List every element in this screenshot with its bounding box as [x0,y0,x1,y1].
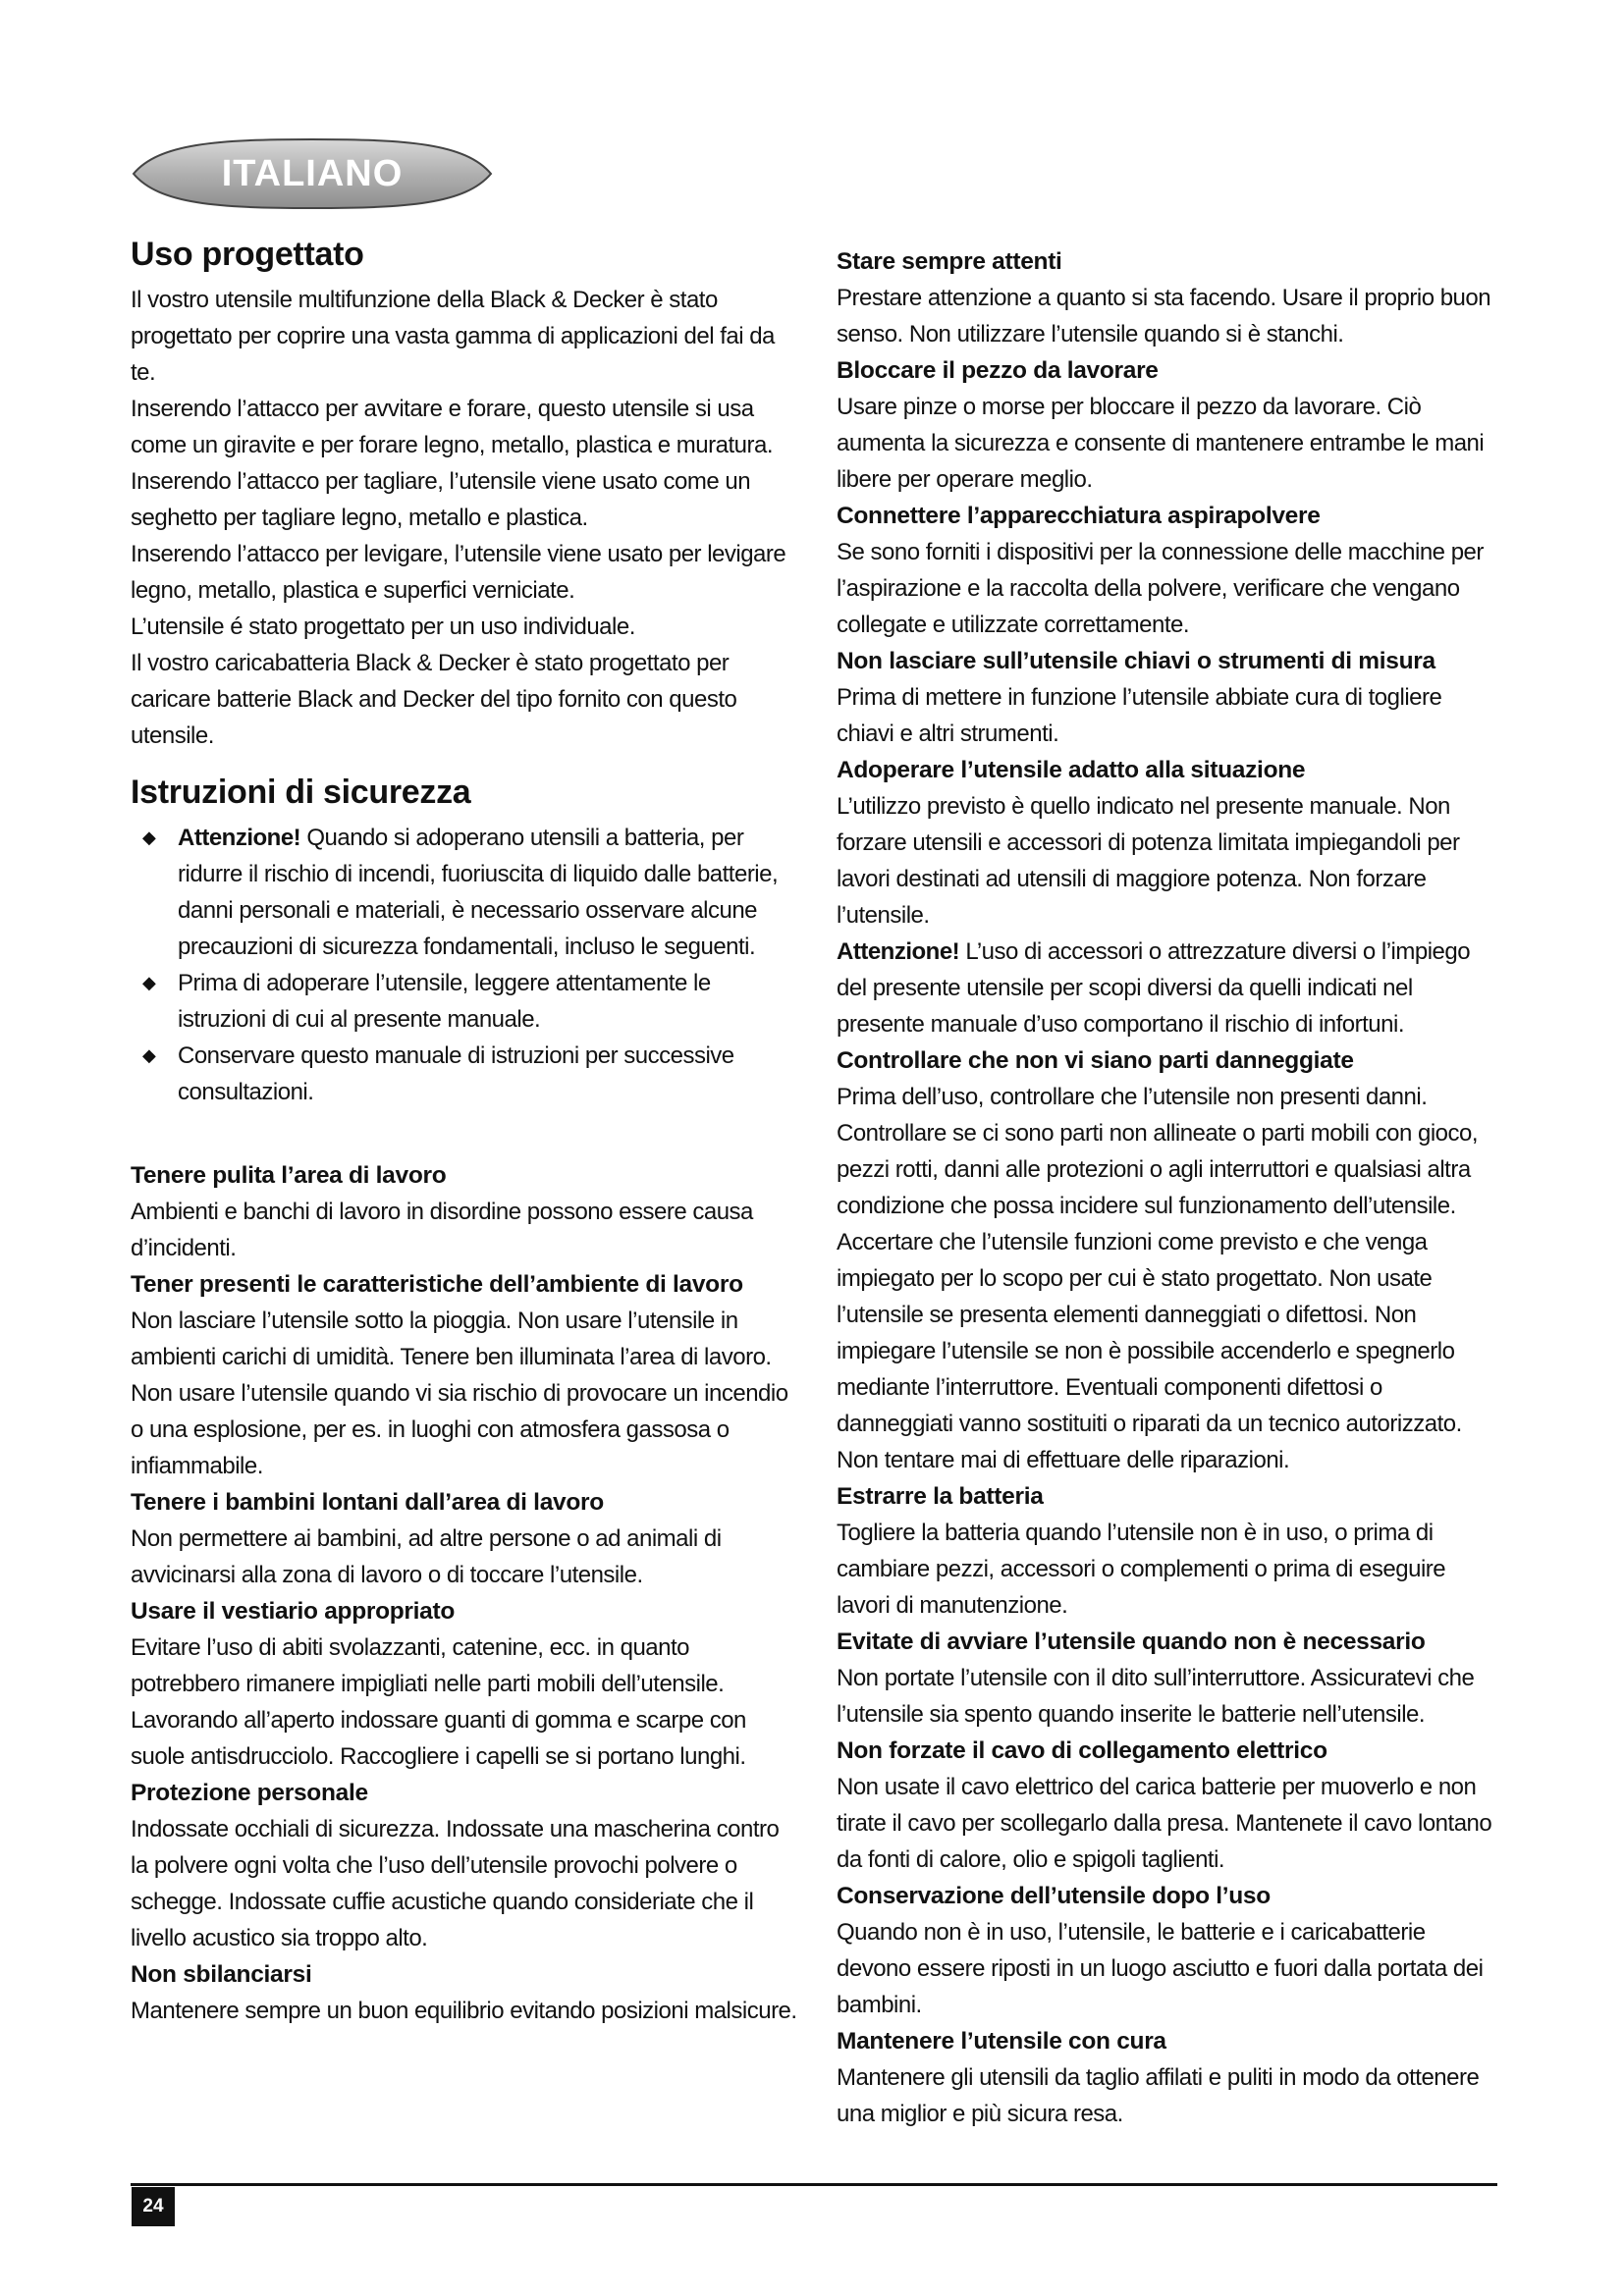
subsection-heading: Adoperare l’utensile adatto alla situazione [837,757,1306,783]
warning-label: Attenzione! [837,938,960,965]
diamond-bullet-icon: ◆ [142,828,156,847]
diamond-bullet-icon: ◆ [142,973,156,992]
warning-text: L’uso di accessori o attrezzature diversi o l’impiego del presente utensile per scopi diversi da quelli indicati nel presente manuale d’uso comportano il rischio di infortuni. [837,938,1471,1038]
subsection-text: Usare pinze o morse per bloccare il pezzo da lavorare. Ciò aumenta la sicurezza e consente di mantenere entrambe le mani libere per operare meglio. [837,394,1485,493]
uso-paragraph: Inserendo l’attacco per tagliare, l’utensile viene usato come un seghetto per tagliare legno, metallo e plastica. [131,468,751,531]
bullet-text: Conservare questo manuale di istruzioni per successive consultazioni. [178,1042,734,1105]
safety-bullet [131,965,798,1038]
uso-paragraph: L’utensile é stato progettato per un uso individuale. [131,614,635,640]
subsection-text: Indossate occhiali di sicurezza. Indossate una mascherina contro la polvere ogni volta che l’uso dell’utensile provochi polvere o schegge. Indossate cuffie acustiche quando consideriate che il livello acustico sia troppo alto. [131,1816,780,1951]
subsection-heading: Conservazione dell’utensile dopo l’uso [837,1883,1271,1909]
section-title-istruzioni: Istruzioni di sicurezza [131,774,471,811]
subsection-heading: Mantenere l’utensile con cura [837,2028,1166,2055]
subsection-heading: Non sbilanciarsi [131,1961,312,1988]
subsection-text: Non permettere ai bambini, ad altre persone o ad animali di avvicinarsi alla zona di lavoro o di toccare l’utensile. [131,1525,722,1588]
subsection-heading: Controllare che non vi siano parti danneggiate [837,1047,1354,1074]
subsection-text: Non portate l’utensile con il dito sull’interruttore. Assicuratevi che l’utensile sia spento quando inserite le batterie nell’utensile. [837,1665,1475,1728]
subsection-text: Togliere la batteria quando l’utensile non è in uso, o prima di cambiare pezzi, accessori o complementi o prima di eseguire lavori di manutenzione. [837,1520,1446,1619]
subsection-heading: Estrarre la batteria [837,1483,1044,1510]
warning-paragraph [837,934,1496,1042]
uso-paragraph: Il vostro caricabatteria Black & Decker è stato progettato per caricare batterie Black and Decker del tipo fornito con questo utensile. [131,650,737,749]
uso-paragraph: Inserendo l’attacco per avvitare e forare, questo utensile si usa come un giravite e per forare legno, metallo, plastica e muratura. [131,396,774,458]
subsection-heading: Tenere pulita l’area di lavoro [131,1162,447,1189]
uso-paragraph: Il vostro utensile multifunzione della Black & Decker è stato progettato per coprire una vasta gamma di applicazioni del fai da te. [131,287,775,386]
subsection-text: Mantenere gli utensili da taglio affilati e puliti in modo da ottenere una miglior e più sicura resa. [837,2064,1480,2127]
left-column [131,236,798,2029]
subsection-heading: Stare sempre attenti [837,248,1062,275]
safety-bullet [131,1038,798,1110]
subsection-text: Prima dell’uso, controllare che l’utensile non presenti danni. Controllare se ci sono parti non allineate o parti mobili con gioco, pezzi rotti, danni alle protezioni o agli interruttori e qualsiasi altra condizione che possa incidere sul funzionamento dell’utensile. Accertare che l’utensile funzioni come previsto e che venga impiegato per lo scopo per cui è stato progettato. Non usate l’utensile se presenta elementi danneggiati o difettosi. Non impiegare l’utensile se non è possibile accenderlo e spegnerlo mediante l’interruttore. Eventuali componenti difettosi o danneggiati vanno sostituiti o riparati da un tecnico autorizzato. Non tentare mai di effettuare delle riparazioni. [837,1084,1479,1473]
subsection-text: Ambienti e banchi di lavoro in disordine possono essere causa d’incidenti. [131,1199,753,1261]
subsection-heading: Protezione personale [131,1780,368,1806]
subsection-heading: Non forzate il cavo di collegamento elettrico [837,1737,1327,1764]
diamond-bullet-icon: ◆ [142,1045,156,1065]
safety-bullet-list [131,820,798,1110]
subsection-heading: Evitate di avviare l’utensile quando non è necessario [837,1629,1426,1655]
subsection-heading: Connettere l’apparecchiatura aspirapolvere [837,503,1321,529]
safety-bullet [131,820,798,965]
subsection-text: Prestare attenzione a quanto si sta facendo. Usare il proprio buon senso. Non utilizzare l’utensile quando si è stanchi. [837,285,1491,347]
subsection-text: Non usate il cavo elettrico del carica batterie per muoverlo e non tirate il cavo per scollegarlo dalla presa. Mantenete il cavo lontano da fonti di calore, olio e spigoli taglienti. [837,1774,1492,1873]
subsection-heading: Usare il vestiario appropriato [131,1598,456,1625]
subsection-text: Mantenere sempre un buon equilibrio evitando posizioni malsicure. [131,1998,797,2024]
uso-paragraph: Inserendo l’attacco per levigare, l’utensile viene usato per levigare legno, metallo, plastica e superfici verniciate. [131,541,786,604]
subsection-text: Prima di mettere in funzione l’utensile abbiate cura di togliere chiavi e altri strumenti. [837,684,1442,747]
right-column [837,243,1496,2132]
subsection-text: Non lasciare l’utensile sotto la pioggia. Non usare l’utensile in ambienti carichi di umidità. Tenere ben illuminata l’area di lavoro. Non usare l’utensile quando vi sia rischio di provocare un incendio o una esplosione, per es. in luoghi con atmosfera gassosa o infiammabile. [131,1308,788,1479]
subsection-text: Quando non è in uso, l’utensile, le batterie e i caricabatterie devono essere riposti in un luogo asciutto e fuori dalla portata dei bambini. [837,1919,1484,2018]
subsection-heading: Tener presenti le caratteristiche dell’ambiente di lavoro [131,1271,743,1298]
subsection-heading: Non lasciare sull’utensile chiavi o strumenti di misura [837,648,1435,674]
section-title-uso: Uso progettato [131,236,364,273]
page-number: 24 [132,2187,175,2226]
footer-rule [131,2183,1497,2186]
subsection-text: Se sono forniti i dispositivi per la connessione delle macchine per l’aspirazione e la raccolta della polvere, verificare che vengano collegate e utilizzate correttamente. [837,539,1484,638]
bullet-text: Prima di adoperare l’utensile, leggere attentamente le istruzioni di cui al presente manuale. [178,970,711,1033]
language-tab [130,137,495,210]
warning-label: Attenzione! [178,825,301,851]
subsection-text: L’utilizzo previsto è quello indicato nel presente manuale. Non forzare utensili e accessori di potenza limitata impiegandoli per lavori destinati ad utensili di maggiore potenza. Non forzare l’utensile. [837,793,1460,929]
subsection-heading: Tenere i bambini lontani dall’area di lavoro [131,1489,604,1516]
language-label: ITALIANO [221,153,404,194]
subsection-text: Evitare l’uso di abiti svolazzanti, catenine, ecc. in quanto potrebbero rimanere impigliati nelle parti mobili dell’utensile. Lavorando all’aperto indossare guanti di gomma e scarpe con suole antisdrucciolo. Raccogliere i capelli se si portano lunghi. [131,1634,746,1770]
subsection-heading: Bloccare il pezzo da lavorare [837,357,1159,384]
bullet-text: Quando si adoperano utensili a batteria, per ridurre il rischio di incendi, fuoriuscita di liquido dalle batterie, danni personali e materiali, è necessario osservare alcune precauzioni di sicurezza fondamentali, incluso le seguenti. [178,825,779,960]
